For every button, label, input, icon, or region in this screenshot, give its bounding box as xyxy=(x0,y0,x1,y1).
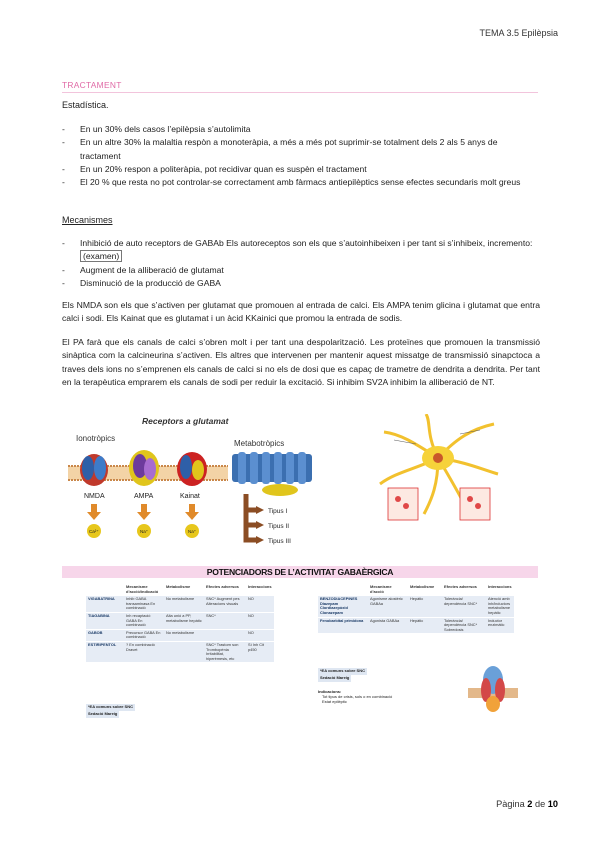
exam-note: (examen) xyxy=(80,250,122,262)
type-label: Tipus I xyxy=(268,508,288,515)
glutamate-receptors-figure xyxy=(66,414,338,554)
gaba-banner xyxy=(62,566,538,578)
nmda-receptor xyxy=(80,454,108,486)
gaba-banner-title: POTENCIADORS DE L’ACTIVITAT GABAÈRGICA xyxy=(206,567,394,577)
figure-title: Receptors a glutamat xyxy=(142,416,229,426)
table-row: BENZODIACEPINES Diazepam Clordiazepòxid Clonazepam Agonisme alostèric GABAa Hepàtic Tolerància/ dependència SNC* Atenció amb inh/inductors metabolisme hepàtic xyxy=(318,596,514,617)
legend-value: Sedació Mareig xyxy=(320,674,350,680)
ion-label: Na⁺ xyxy=(140,529,149,534)
indications-item: Tot tipus de crisis, sols o en combinació xyxy=(322,693,393,699)
table-header: Efectes adversos xyxy=(206,584,239,589)
metabotropic-label: Metabotròpics xyxy=(234,439,285,448)
table-header: Metabolisme xyxy=(166,584,191,589)
ion-label: Ca²⁺ xyxy=(89,529,99,534)
stats-heading: Estadística. xyxy=(62,100,109,110)
synapse-illustration xyxy=(376,414,500,528)
ion-label: Na⁺ xyxy=(188,529,197,534)
mechanism-text: Inhibició de auto receptors de GABAb Els autoreceptos son els que s’autoinhibeixen i per tant si s’inhibeix, incremento: xyxy=(80,238,533,248)
type-label: Tipus III xyxy=(268,538,291,545)
right-legend xyxy=(318,668,398,682)
table-row: Fenobarbital primidona Agonista GABAa Hepàtic Tolerància/ dependència SNC* Sobredosis Inductor enzimàtic xyxy=(318,617,514,633)
list-item: - En un 20% respon a politeràpia, pot recidivar quan es suspèn el tractament xyxy=(62,163,540,176)
gaba-table-left xyxy=(86,584,274,662)
mechanisms-list xyxy=(62,237,540,290)
list-item: - En un altre 30% la malaltia respòn a monoteràpia, a més a més pot suprimir-se totalment dels 2 als 5 anys de tractament xyxy=(62,136,540,163)
table-header xyxy=(318,584,368,596)
list-item: - Disminució de la producció de GABA xyxy=(62,277,540,290)
indications xyxy=(318,690,448,704)
receptor-label-ampa: AMPA xyxy=(134,493,154,500)
table-header: Mecanisme d’acció/indicació xyxy=(126,584,159,594)
legend-value: Sedació Mareig xyxy=(88,710,118,716)
table-header: Interaccions xyxy=(488,584,512,589)
legend-key: *EA comuns sobre SNC xyxy=(320,668,365,673)
arrow-icon xyxy=(256,506,264,544)
indications-item: Estat epilèptic xyxy=(322,698,347,704)
ionotropic-label: Ionotròpics xyxy=(76,434,116,443)
table-header: Efectes adversos xyxy=(444,584,477,589)
list-item: - Augment de la alliberació de glutamat xyxy=(62,264,540,277)
arrow-icon xyxy=(87,504,101,520)
header-title: TEMA 3.5 Epilèpsia xyxy=(479,28,558,38)
table-row: TIAGABINA Inh recaptació GABA En combinació Alta unió a PP, metabolisme hepàtic SNC* NO xyxy=(86,612,274,629)
list-item xyxy=(62,237,540,264)
table-header: Mecanisme d’acció xyxy=(370,584,392,594)
paragraph-receptors: Els NMDA son els que s’activen per glutamat que promouen al entrada de calci. Els AMPA tenim glicina i glutamat que entra calci i sodi. Els Kainat que es glutamat i un àcid KKainici que promou la entrada de sodis. xyxy=(62,300,540,324)
table-header: Interaccions xyxy=(248,584,272,589)
table-row: ESTIRIPENTOL ? En combinació Dravet SNC* Trastorn son Trombopènia Irritabilitat, hiperèmesis, etc Sí Inh Cit p450 xyxy=(86,641,274,662)
page-number: Pàgina 2 de 10 xyxy=(496,799,558,809)
table-row: GABOB Precursor GABA En combinació No metabolisme NO xyxy=(86,629,274,641)
mechanisms-heading: Mecanismes xyxy=(62,215,113,225)
arrow-icon xyxy=(185,504,199,520)
gaba-table-right xyxy=(318,584,514,633)
receptor-label-nmda: NMDA xyxy=(84,493,105,500)
left-legend xyxy=(86,704,146,718)
paragraph-action-potential: El PA farà que els canals de calci s’obren molt i per tant una despolarització. Les proteïnes que promouen la transmissió sinàptica com la calcineurina s’activen. Els altres que intervenen per mantenir aquest missatge de transmissió sinapctoca a traves dels ions no s’emprenen els canals de calci si no els de dosi que es capaç de trametre de dendrita a dendrita. Per tant en la terapèutica emprarem els canals de sodi per reduir la excitació. Si inhibim SV2A inhibim la alliberació de NT. xyxy=(62,337,540,388)
table-header: Metabolisme xyxy=(410,584,435,589)
gaba-receptor-illustration xyxy=(468,660,518,718)
section-title: TRACTAMENT xyxy=(62,80,538,93)
arrow-icon xyxy=(137,504,151,520)
receptor-label-kainat: Kainat xyxy=(180,493,200,500)
table-header xyxy=(86,584,124,596)
type-label: Tipus II xyxy=(268,523,290,530)
table-row: VIGABATRINA Inhib GABA transaminasa En combinació No metabolisme SNC* Augment pes Alteracions visuals NO xyxy=(86,596,274,613)
list-item: - En un 30% dels casos l’epilèpsia s’autolimita xyxy=(62,123,540,136)
stats-list xyxy=(62,123,540,189)
legend-key: *EA comuns sobre SNC xyxy=(88,704,133,709)
ampa-receptor xyxy=(129,450,159,486)
indications-title: Indicacions: xyxy=(318,689,342,694)
kainate-receptor xyxy=(177,452,207,486)
list-item: - El 20 % que resta no pot controlar-se correctament amb fàrmacs antiepilèptics sense efectes secundaris molt greus xyxy=(62,176,540,189)
metabotropic-receptor xyxy=(232,452,312,496)
